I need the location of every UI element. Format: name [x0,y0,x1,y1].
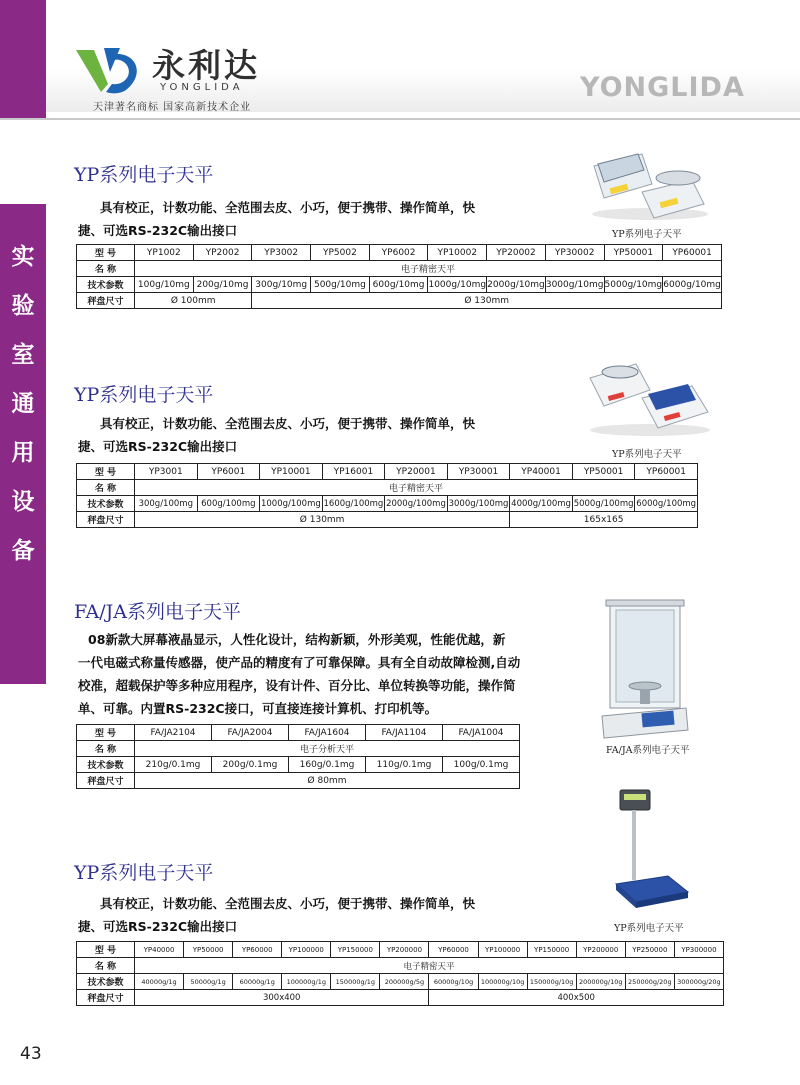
spec-cell: 50000g/1g [184,974,233,990]
name-cell: 电子分析天平 [135,741,520,757]
spec-cell: 250000g/20g [625,974,674,990]
table-row-pan [77,293,722,309]
model-cell: YP50001 [572,464,635,480]
model-cell: YP30001 [447,464,510,480]
image-caption: YP系列电子天平 [614,923,684,934]
spec-cell: 60000g/1g [233,974,282,990]
row-label: 秤盘尺寸 [77,990,135,1006]
model-cell: YP250000 [625,942,674,958]
spec-cell: 1000g/100mg [260,496,323,512]
description-line: 捷、可选RS-232C输出接口 [78,439,238,454]
description-line: 具有校正，计数功能、全范围去皮、小巧，便于携带、操作简单，快 [100,896,476,911]
pan-size-cell: Ø 100mm [135,293,252,309]
spec-cell: 100g/0.1mg [443,757,520,773]
category-char: 备 [11,537,35,564]
page-number: 43 [20,1044,42,1064]
row-label: 型 号 [77,245,135,261]
spec-cell: 200000g/5g [380,974,429,990]
table-row-model [77,245,722,261]
spec-cell: 2000g/100mg [385,496,448,512]
table-row-pan [77,990,724,1006]
spec-cell: 100000g/1g [282,974,331,990]
spec-cell: 40000g/1g [135,974,184,990]
table-row-specs [77,277,722,293]
spec-cell: 600g/100mg [197,496,260,512]
row-label: 名 称 [77,480,135,496]
table-row-specs [77,496,698,512]
model-cell: YP20001 [385,464,448,480]
category-char: 验 [11,292,35,319]
model-cell: YP10002 [428,245,487,261]
section-description [78,412,476,458]
spec-cell: 300g/100mg [135,496,198,512]
model-cell: FA/JA1004 [443,725,520,741]
row-label: 名 称 [77,958,135,974]
name-cell: 电子精密天平 [135,958,724,974]
spec-table [76,941,724,1006]
header-divider [0,118,800,120]
row-label: 秤盘尺寸 [77,293,135,309]
spec-cell: 3000g/10mg [545,277,604,293]
row-label: 名 称 [77,741,135,757]
model-cell: YP60000 [429,942,478,958]
spec-cell: 100g/10mg [135,277,194,293]
model-cell: FA/JA1604 [289,725,366,741]
table-row-name [77,741,520,757]
spec-cell: 2000g/10mg [487,277,546,293]
model-cell: YP16001 [322,464,385,480]
description-line: 单、可靠。内置RS-232C接口，可直接连接计算机、打印机等。 [78,701,438,716]
model-cell: YP200000 [576,942,625,958]
category-char: 用 [11,439,35,466]
spec-cell: 160g/0.1mg [289,757,366,773]
table-row-pan [77,773,520,789]
spec-cell: 110g/0.1mg [366,757,443,773]
image-caption: YP系列电子天平 [612,449,682,460]
description-line: 08新款大屏幕液晶显示，人性化设计，结构新颖，外形美观，性能优越，新 [88,632,506,647]
yp-balance-photo [586,350,714,438]
spec-cell: 200g/10mg [193,277,252,293]
model-cell: YP3002 [252,245,311,261]
spec-cell: 100000g/10g [478,974,527,990]
row-label: 型 号 [77,942,135,958]
platform-scale-photo [612,788,692,914]
pan-size-cell: Ø 130mm [135,512,510,528]
model-cell: YP6001 [197,464,260,480]
yp-balance-photo [588,140,712,222]
table-row-specs [77,757,520,773]
model-cell: YP3001 [135,464,198,480]
model-cell: YP2002 [193,245,252,261]
yonglida-logo-icon [74,44,146,96]
description-line: 具有校正，计数功能、全范围去皮、小巧，便于携带、操作简单，快 [100,200,476,215]
table-row-specs [77,974,724,990]
sidebar-accent-top [0,0,46,118]
model-cell: YP50000 [184,942,233,958]
model-cell: YP10001 [260,464,323,480]
spec-cell: 500g/10mg [311,277,370,293]
name-cell: 电子精密天平 [135,480,698,496]
model-cell: YP5002 [311,245,370,261]
brand-watermark: YONGLIDA [580,72,745,103]
brand-tagline: 天津著名商标 国家高新技术企业 [93,102,252,113]
model-cell: YP40000 [135,942,184,958]
image-caption: FA/JA系列电子天平 [606,745,690,756]
model-cell: FA/JA2004 [212,725,289,741]
spec-cell: 150000g/1g [331,974,380,990]
section-title: FA/JA系列电子天平 [74,601,241,623]
description-line: 捷、可选RS-232C输出接口 [78,919,238,934]
model-cell: YP6002 [369,245,428,261]
model-cell: YP60001 [663,245,722,261]
model-cell: YP1002 [135,245,194,261]
spec-cell: 600g/10mg [369,277,428,293]
model-cell: FA/JA2104 [135,725,212,741]
model-cell: YP60000 [233,942,282,958]
row-label: 型 号 [77,725,135,741]
model-cell: YP100000 [478,942,527,958]
category-char: 实 [11,243,35,270]
model-cell: YP40001 [510,464,573,480]
description-line: 校准，超载保护等多种应用程序，设有计件、百分比、单位转换等功能，操作简 [78,678,516,693]
pan-size-cell: 300x400 [135,990,429,1006]
description-line: 一代电磁式称量传感器，使产品的精度有了可靠保障。具有全自动故障检测,自动 [78,655,521,670]
section-title: YP系列电子天平 [74,862,214,884]
spec-cell: 6000g/100mg [635,496,698,512]
model-cell: YP150000 [331,942,380,958]
image-caption: YP系列电子天平 [612,229,682,240]
pan-size-cell: Ø 130mm [252,293,722,309]
spec-cell: 210g/0.1mg [135,757,212,773]
section-description [78,892,476,938]
model-cell: YP100000 [282,942,331,958]
spec-cell: 5000g/10mg [604,277,663,293]
model-cell: YP30002 [545,245,604,261]
table-row-model [77,942,724,958]
spec-table [76,244,722,309]
table-row-name [77,958,724,974]
model-cell: YP50001 [604,245,663,261]
spec-cell: 300g/10mg [252,277,311,293]
description-line: 具有校正，计数功能、全范围去皮、小巧，便于携带、操作简单，快 [100,416,476,431]
table-row-model [77,464,698,480]
spec-cell: 6000g/10mg [663,277,722,293]
row-label: 技术参数 [77,496,135,512]
spec-cell: 3000g/100mg [447,496,510,512]
spec-cell: 60000g/10g [429,974,478,990]
section-description [78,628,570,720]
table-row-pan [77,512,698,528]
section-description [78,196,476,242]
spec-cell: 1000g/10mg [428,277,487,293]
fa-ja-analytical-balance-photo [596,598,692,740]
section-title: YP系列电子天平 [74,164,214,186]
category-char: 设 [11,488,35,515]
name-cell: 电子精密天平 [135,261,722,277]
row-label: 秤盘尺寸 [77,512,135,528]
category-title [0,232,46,575]
spec-cell: 5000g/100mg [572,496,635,512]
brand-name-cn: 永利达 [152,46,260,85]
model-cell: FA/JA1104 [366,725,443,741]
model-cell: YP20002 [487,245,546,261]
row-label: 技术参数 [77,757,135,773]
spec-table [76,724,520,789]
pan-size-cell: Ø 80mm [135,773,520,789]
spec-cell: 200000g/10g [576,974,625,990]
spec-cell: 4000g/100mg [510,496,573,512]
row-label: 技术参数 [77,974,135,990]
model-cell: YP60001 [635,464,698,480]
spec-cell: 150000g/10g [527,974,576,990]
table-row-name [77,261,722,277]
model-cell: YP150000 [527,942,576,958]
description-line: 捷、可选RS-232C输出接口 [78,223,238,238]
table-row-model [77,725,520,741]
category-char: 通 [11,390,35,417]
spec-cell: 300000g/20g [674,974,723,990]
spec-cell: 200g/0.1mg [212,757,289,773]
pan-size-cell: 165x165 [510,512,698,528]
model-cell: YP300000 [674,942,723,958]
category-char: 室 [11,341,35,368]
table-row-name [77,480,698,496]
pan-size-cell: 400x500 [429,990,724,1006]
row-label: 技术参数 [77,277,135,293]
spec-table [76,463,698,528]
row-label: 型 号 [77,464,135,480]
model-cell: YP200000 [380,942,429,958]
section-title: YP系列电子天平 [74,384,214,406]
row-label: 名 称 [77,261,135,277]
brand-name-en: YONGLIDA [160,82,244,93]
row-label: 秤盘尺寸 [77,773,135,789]
spec-cell: 1600g/100mg [322,496,385,512]
